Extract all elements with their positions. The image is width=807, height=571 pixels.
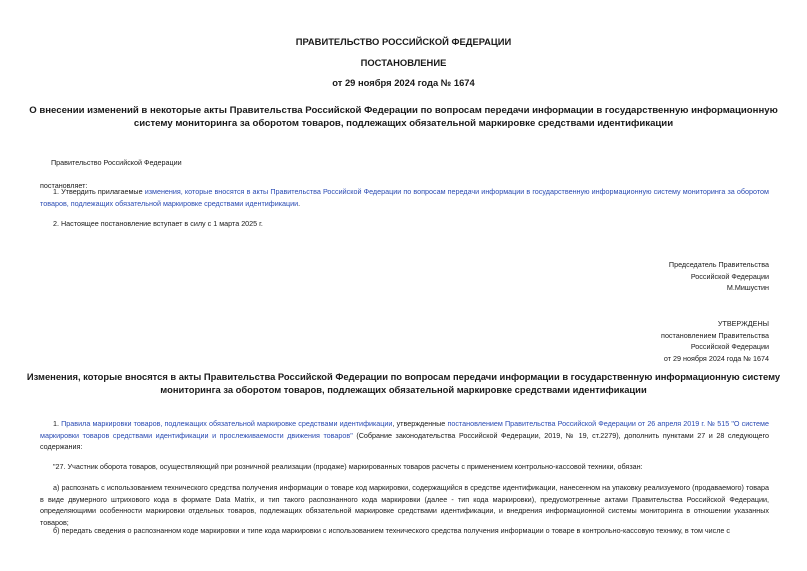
paragraph-1 xyxy=(40,186,769,209)
marking-rules-link[interactable]: Правила маркировки товаров, подлежащих обязательной маркировке средствами идентификации xyxy=(61,419,393,428)
paragraph-1-prefix: 1. Утвердить прилагаемые xyxy=(53,187,145,196)
signature-name: М.Мишустин xyxy=(726,283,769,292)
approval-line3: Российской Федерации xyxy=(690,342,769,351)
signature-org: Российской Федерации xyxy=(690,271,769,281)
document-date-number: от 29 ноября 2024 года № 1674 xyxy=(332,77,475,88)
change-1-prefix: 1. xyxy=(53,419,62,428)
paragraph-1-suffix: . xyxy=(298,198,301,208)
paragraph-27: "27. Участник оборота товаров, осуществляющий при розничной реализации (продаже) маркированных товаров расчеты с применением контрольно-кассовой техники, обязан: xyxy=(53,462,643,471)
approval-title: УТВЕРЖДЕНЫ xyxy=(717,319,769,328)
paragraph-27a: а) распознать с использованием технического средства получения информации о товаре код маркировки, содержащийся в средстве идентификации, нанесенном на упаковку реализуемого (продаваемого) товара в виде двумерного штрихового кода в формате Data Matrix, и тип такого распознанного кода маркировки (далее - тип кода маркировки), предусмотренные актами Правительства Российской Федерации, определяющими особенности маркировки отдельных товаров, подлежащих обязательной маркировке средствами идентификации, и внедрения информационной системы мониторинга в отношении указанных товаров; xyxy=(40,483,769,527)
approval-line2: постановлением Правительства xyxy=(661,330,769,340)
change-1-suffix: (Собрание законодательства Российской Федерации, 2019, № 19, ст.2279), дополнить пунктами 27 и 28 следующего содержания: xyxy=(40,430,769,451)
document-title-line1: О внесении изменений в некоторые акты Правительства Российской Федерации по вопросам передачи информации в государственную информационную xyxy=(29,105,778,116)
paragraph-2: 2. Настоящее постановление вступает в силу с 1 марта 2025 г. xyxy=(53,219,263,228)
changes-link[interactable]: изменения, которые вносятся в акты Правительства Российской Федерации по вопросам передачи информации в государственную информационную систему мониторинга за оборотом товаров, подлежащих обязательной маркировке средствами идентификации xyxy=(40,187,769,208)
signature-position: Председатель Правительства xyxy=(668,260,769,269)
changes-title-line1: Изменения, которые вносятся в акты Правительства Российской Федерации по вопросам передачи информации в государственную информационную систему xyxy=(26,371,781,382)
resolution-515-link[interactable]: постановлением Правительства Российской Федерации от 26 апреля 2019 г. № 515 "О системе маркировки товаров средствами идентификации и прослеживаемости движения товаров" xyxy=(40,419,769,440)
government-rf: Правительство Российской Федерации xyxy=(51,158,182,167)
signature-block xyxy=(669,259,769,294)
document-title xyxy=(0,104,807,130)
approval-block xyxy=(661,318,769,364)
change-item-1 xyxy=(40,418,769,453)
document-type: ПОСТАНОВЛЕНИЕ xyxy=(360,57,447,68)
paragraph-27b: б) передать сведения о распознанном коде маркировки и типе кода маркировки с использованием технического средства получения информации о товаре в контрольно-кассовую технику, в том числе с xyxy=(53,526,731,535)
changes-title-line2: мониторинга за оборотом товаров, подлежащих обязательной маркировке средствами идентификации xyxy=(160,383,647,395)
document-title-line2: систему мониторинга за оборотом товаров, подлежащих обязательной маркировке средствами идентификации xyxy=(133,118,674,129)
change-1-mid: , утвержденные xyxy=(392,419,448,428)
postanovlyaet: постановляет: xyxy=(40,181,88,190)
changes-title xyxy=(0,371,807,396)
approval-line4: от 29 ноября 2024 года № 1674 xyxy=(663,353,769,363)
government-heading: ПРАВИТЕЛЬСТВО РОССИЙСКОЙ ФЕДЕРАЦИИ xyxy=(295,36,512,47)
